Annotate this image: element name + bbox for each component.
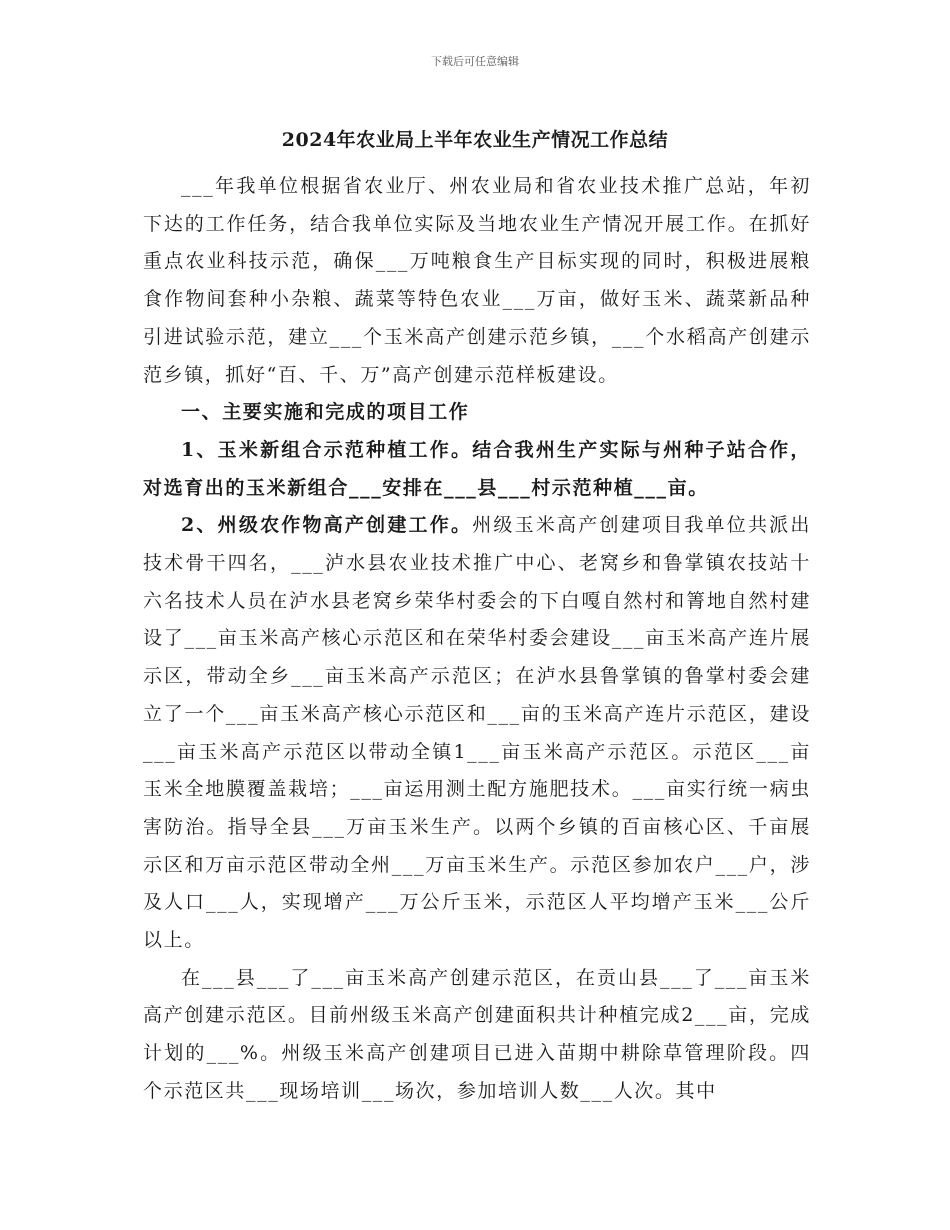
demo-area-paragraph: 在___县___了___亩玉米高产创建示范区，在贡山县___了___亩玉米高产创建示范区。目前州级玉米高产创建面积共计种植完成2___亩，完成计划的___%。州级玉米高产创建项目已进入苗期中耕除草管理阶段。四个示范区共___现场培训___场次，参加培训人数___人次。其中 — [143, 966, 811, 1102]
intro-paragraph: ___年我单位根据省农业厅、州农业局和省农业技术推广总站，年初下达的工作任务，结合我单位实际及当地农业生产情况开展工作。在抓好重点农业科技示范，确保___万吨粮食生产目标实现的同时，积极进展粮食作物间套种小杂粮、蔬菜等特色农业___万亩，做好玉米、蔬菜新品种引进试验示范，建立___个玉米高产创建示范乡镇，___个水稻高产创建示范乡镇，抓好“百、千、万”高产创建示范样板建设。 — [143, 175, 811, 386]
item-2-text: 州级玉米高产创建项目我单位共派出技术骨干四名，___泸水县农业技术推广中心、老窝乡和鲁掌镇农技站十六名技术人员在泸水县老窝乡荣华村委会的下白嘎自然村和箐地自然村建设了___亩玉米高产核心示范区和在荣华村委会建设___亩玉米高产连片展示区，带动全乡___亩玉米高产示范区；在泸水县鲁掌镇的鲁掌村委会建立了一个___亩玉米高产核心示范区和___亩的玉米高产连片示范区，建设___亩玉米高产示范区以带动全镇1___亩玉米高产示范区。示范区___亩玉米全地膜覆盖栽培；___亩运用测土配方施肥技术。___亩实行统一病虫害防治。指导全县___万亩玉米生产。以两个乡镇的百亩核心区、千亩展示区和万亩示范区带动全州___万亩玉米生产。示范区参加农户___户，涉及人口___人，实现增产___万公斤玉米，示范区人平均增产玉米___公斤以上。 — [143, 514, 811, 952]
section-heading: 一、主要实施和完成的项目工作 — [181, 401, 470, 424]
item-2-lead: 2、州级农作物高产创建工作。 — [181, 514, 473, 537]
document-body — [143, 168, 811, 1111]
page-header-note: 下载后可任意编辑 — [431, 55, 519, 68]
item-1-paragraph: 1、玉米新组合示范种植工作。结合我州生产实际与州种子站合作，对选育出的玉米新组合___安排在___县___村示范种植___亩。 — [143, 438, 811, 499]
item-2-paragraph — [143, 507, 811, 959]
document-title: 2024年农业局上半年农业生产情况工作总结 — [281, 129, 669, 151]
